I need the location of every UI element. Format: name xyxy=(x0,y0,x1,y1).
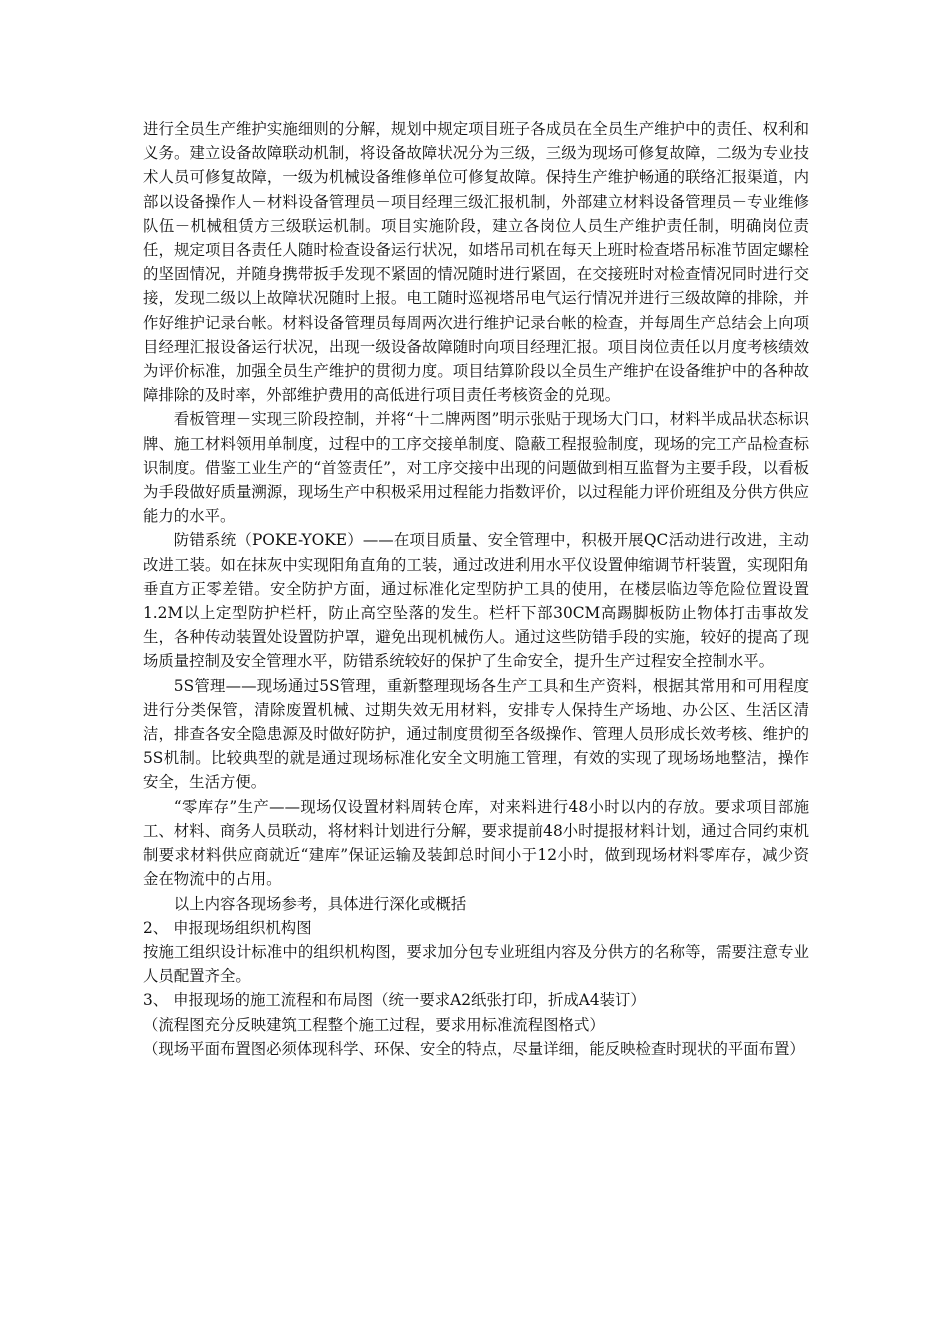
note-flowchart: （流程图充分反映建筑工程整个施工过程，要求用标准流程图格式） xyxy=(143,1015,605,1034)
heading-flow-layout: 3、 申报现场的施工流程和布局图（统一要求A2纸张打印，折成A4装订） xyxy=(143,991,646,1010)
paragraph-reference-note: 以上内容各现场参考，具体进行深化或概括 xyxy=(173,894,467,913)
document-body xyxy=(143,117,809,1061)
heading-org-chart: 2、 申报现场组织机构图 xyxy=(143,918,312,937)
paragraph-org-chart: 按施工组织设计标准中的组织机构图，要求加分包专业班组内容及分供方的名称等，需要注意专业人员配置齐全。 xyxy=(143,942,809,986)
paragraph-poka-yoke: 防错系统（POKE-YOKE）——在项目质量、安全管理中，积极开展QC活动进行改进，主动改进工装。如在抹灰中实现阳角直角的工装，通过改进利用水平仪设置伸缩调节杆装置，实现阳角垂直方正零差错。安全防护方面，通过标准化定型防护工具的使用，在楼层临边等危险位置设置1.2M以上定型防护栏杆，防止高空坠落的发生。栏杆下部30CM高踢脚板防止物体打击事故发生，各种传动装置处设置防护罩，避免出现机械伤人。通过这些防错手段的实施，较好的提高了现场质量控制及安全管理水平，防错系统较好的保护了生命安全，提升生产过程安全控制水平。 xyxy=(143,531,809,671)
paragraph-maintenance: 进行全员生产维护实施细则的分解，规划中规定项目班子各成员在全员生产维护中的责任、权利和义务。建立设备故障联动机制，将设备故障状况分为三级，三级为现场可修复故障，二级为专业技术人员可修复故障，一级为机械设备维修单位可修复故障。保持生产维护畅通的联络汇报渠道，内部以设备操作人－材料设备管理员－项目经理三级汇报机制，外部建立材料设备管理员－专业维修队伍－机械租赁方三级联运机制。项目实施阶段，建立各岗位人员生产维护责任制，明确岗位责任，规定项目各责任人随时检查设备运行状况，如塔吊司机在每天上班时检查塔吊标准节固定螺栓的坚固情况，并随身携带扳手发现不紧固的情况随时进行紧固，在交接班时对检查情况同时进行交接，发现二级以上故障状况随时上报。电工随时巡视塔吊电气运行情况并进行三级故障的排除，并作好维护记录台帐。材料设备管理员每周两次进行维护记录台帐的检查，并每周生产总结会上向项目经理汇报设备运行状况，出现一级设备故障随时向项目经理汇报。项目岗位责任以月度考核绩效为评价标准，加强全员生产维护的贯彻力度。项目结算阶段以全员生产维护在设备维护中的各种故障排除的及时率，外部维护费用的高低进行项目责任考核资金的兑现。 xyxy=(143,120,809,405)
paragraph-zero-inventory: “零库存”生产——现场仅设置材料周转仓库，对来料进行48小时以内的存放。要求项目部施工、材料、商务人员联动，将材料计划进行分解，要求提前48小时提报材料计划，通过合同约束机制要求材料供应商就近“建库”保证运输及装卸总时间小于12小时，做到现场材料零库存，减少资金在物流中的占用。 xyxy=(143,797,809,889)
note-site-plan: （现场平面布置图必须体现科学、环保、安全的特点，尽量详细，能反映检查时现状的平面布置） xyxy=(143,1039,805,1058)
paragraph-5s: 5S管理——现场通过5S管理，重新整理现场各生产工具和生产资料，根据其常用和可用程度进行分类保管，清除废置机械、过期失效无用材料，安排专人保持生产场地、办公区、生活区清洁，排查各安全隐患源及时做好防护，通过制度贯彻至各级操作、管理人员形成长效考核、维护的5S机制。比较典型的就是通过现场标准化安全文明施工管理，有效的实现了现场场地整洁，操作安全，生活方便。 xyxy=(143,676,809,792)
paragraph-kanban: 看板管理－实现三阶段控制，并将“十二牌两图”明示张贴于现场大门口，材料半成品状态标识牌、施工材料领用单制度，过程中的工序交接单制度、隐蔽工程报验制度，现场的完工产品检查标识制度。借鉴工业生产的“首签责任”，对工序交接中出现的问题做到相互监督为主要手段，以看板为手段做好质量溯源，现场生产中积极采用过程能力指数评价，以过程能力评价班组及分供方供应能力的水平。 xyxy=(143,410,809,526)
